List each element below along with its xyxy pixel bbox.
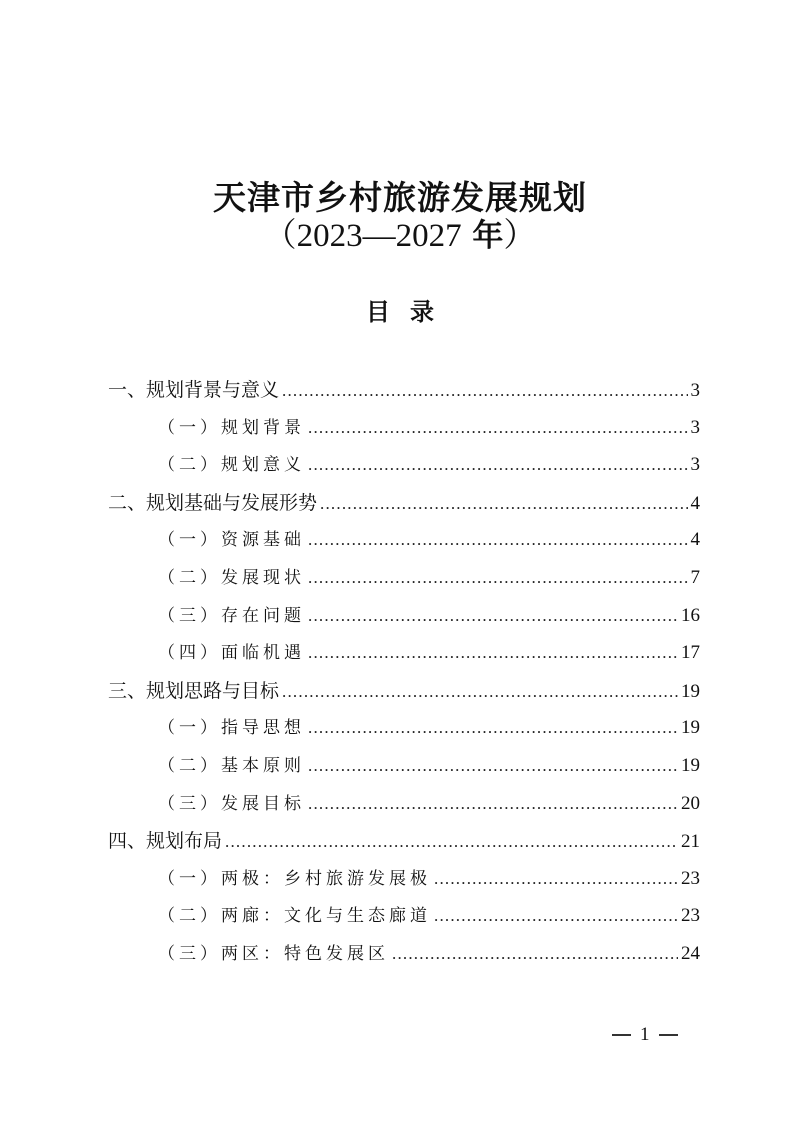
dot-leader [308, 598, 678, 634]
toc-entry-section[interactable] [158, 898, 700, 934]
toc-entry-section[interactable] [158, 447, 700, 483]
toc-entry-page: 7 [690, 567, 700, 588]
toc-entry-label: （二）规划意义 [158, 455, 305, 476]
toc-entry-label: （二）两廊：文化与生态廊道 [158, 906, 431, 927]
toc-heading: 目录 [366, 297, 454, 326]
toc-entry-section[interactable] [158, 748, 700, 784]
toc-entry-label: 三、规划思路与目标 [108, 679, 280, 702]
toc-entry-page: 24 [681, 943, 700, 964]
toc-entry-section[interactable] [158, 522, 700, 558]
toc-entry-label: （三）两区：特色发展区 [158, 944, 389, 964]
toc-entry-page: 23 [681, 905, 700, 927]
dot-leader [308, 748, 678, 784]
dot-leader [282, 373, 687, 409]
toc-entry-page: 21 [681, 831, 700, 853]
page-number: 1 [640, 1024, 650, 1045]
toc-entry-label: （三）发展目标 [158, 793, 305, 814]
toc-entry-page: 4 [690, 492, 700, 514]
toc-entry-chapter[interactable] [108, 485, 700, 521]
toc-entry-page: 19 [681, 680, 700, 702]
close-paren: ） [503, 218, 537, 254]
toc-entry-section[interactable] [158, 410, 700, 446]
toc-entry-chapter[interactable] [108, 673, 700, 709]
toc-entry-label: 四、规划布局 [108, 830, 223, 853]
toc-entry-label: 一、规划背景与意义 [108, 379, 280, 401]
toc-entry-label: （一）指导思想 [158, 718, 305, 739]
toc-entry-label: （一）规划背景 [158, 417, 305, 438]
toc-entry-label: （三）存在问题 [158, 605, 305, 626]
dot-leader [434, 861, 678, 897]
dot-leader [308, 410, 688, 446]
toc-entry-section[interactable] [158, 560, 700, 596]
toc-entry-page: 23 [681, 867, 700, 889]
toc-entry-label: （一）资源基础 [158, 530, 305, 551]
open-paren: （ [263, 218, 297, 254]
toc-entry-page: 20 [681, 792, 700, 814]
dot-leader [392, 936, 678, 972]
toc-entry-chapter[interactable] [108, 823, 700, 859]
toc-entry-section[interactable] [158, 861, 700, 897]
toc-entry-page: 19 [681, 755, 700, 776]
dot-leader [308, 560, 688, 596]
toc-entry-page: 16 [681, 604, 700, 626]
toc-entry-label: （四）面临机遇 [158, 643, 305, 664]
dot-leader [225, 824, 678, 860]
toc-entry-label: （一）两极：乡村旅游发展极 [158, 868, 431, 889]
footer-dash-right [659, 1034, 678, 1035]
toc-entry-page: 19 [681, 717, 700, 739]
toc-entry-section[interactable] [158, 786, 700, 822]
toc-entry-section[interactable] [158, 936, 700, 972]
year-range: 2023—2027 [296, 218, 462, 254]
dot-leader [308, 447, 688, 483]
toc-entry-label: 二、规划基础与发展形势 [108, 491, 318, 514]
dot-leader [308, 635, 678, 671]
toc-entry-section[interactable] [158, 598, 700, 634]
toc-entry-page: 3 [690, 416, 700, 438]
dot-leader [308, 522, 688, 558]
toc-entry-page: 17 [681, 642, 700, 664]
toc-entry-page: 3 [690, 454, 700, 476]
document-subtitle-years [0, 216, 800, 256]
toc-entry-page: 4 [690, 529, 700, 551]
toc-entry-section[interactable] [158, 710, 700, 746]
dot-leader [320, 486, 687, 522]
toc-entry-section[interactable] [158, 635, 700, 671]
dot-leader [282, 674, 678, 710]
footer-dash-left [612, 1034, 631, 1035]
toc-entry-page: 3 [690, 380, 700, 401]
toc-entry-chapter[interactable] [108, 372, 700, 408]
year-suffix: 年 [461, 218, 504, 254]
toc-entry-label: （二）基本原则 [158, 756, 305, 776]
dot-leader [434, 898, 678, 934]
page-footer [612, 1024, 678, 1046]
toc-entry-label: （二）发展现状 [158, 568, 305, 588]
dot-leader [308, 786, 678, 822]
document-title: 天津市乡村旅游发展规划 [213, 178, 587, 217]
dot-leader [308, 710, 678, 746]
